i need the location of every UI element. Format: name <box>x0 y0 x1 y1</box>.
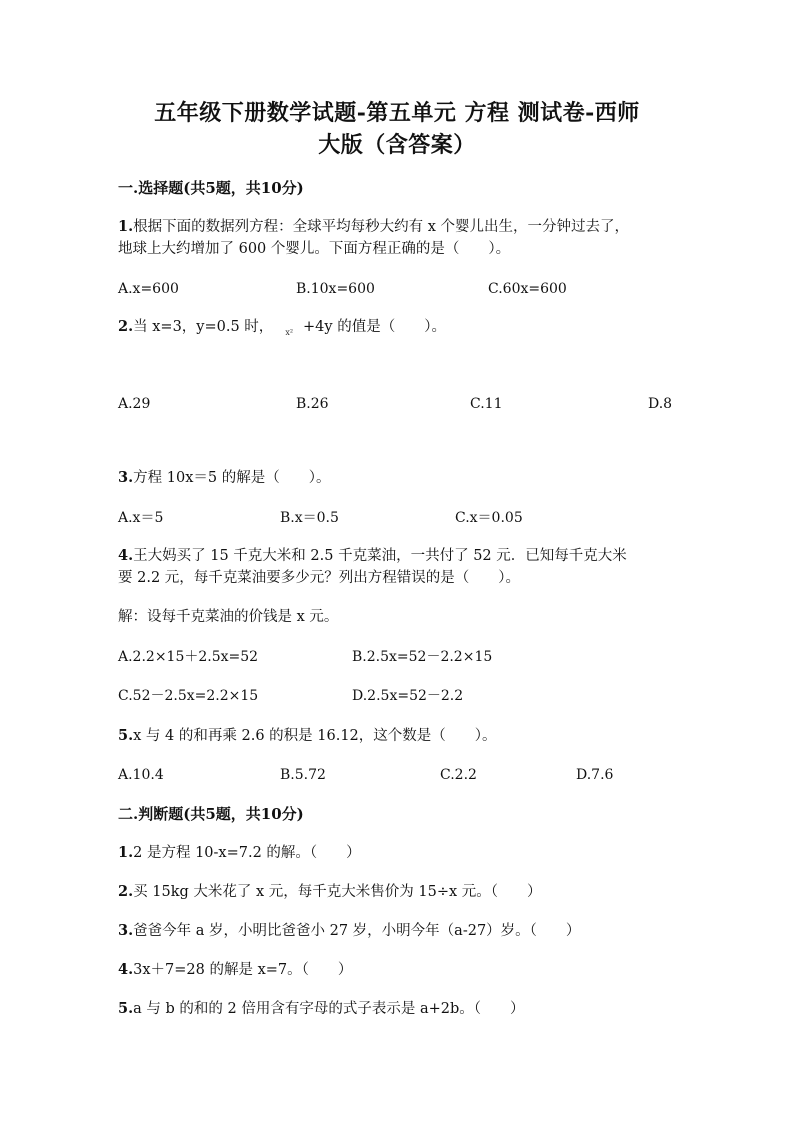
q5-option-c[interactable]: C.2.2 <box>440 767 477 783</box>
q4-option-a[interactable]: A.2.2×15＋2.5x=52 <box>118 649 259 665</box>
question-text: 方程 10x＝5 的解是（ ）。 <box>133 470 331 486</box>
question-1-line2: 地球上大约增加了 600 个婴儿。下面方程正确的是（ ）。 <box>118 241 511 257</box>
question-5 <box>118 725 497 747</box>
question-4-line1 <box>118 545 627 567</box>
q1-option-a[interactable]: A.x=600 <box>118 281 179 297</box>
question-number: 4. <box>118 961 134 978</box>
question-number: 3. <box>118 922 134 939</box>
judgement-item-3 <box>118 920 580 942</box>
question-number: 2. <box>118 883 134 900</box>
page-title-line2: 大版（含答案） <box>318 132 476 158</box>
q2-option-b[interactable]: B.26 <box>296 396 329 412</box>
q1-option-b[interactable]: B.10x=600 <box>296 281 375 297</box>
question-number: 5. <box>118 1000 134 1017</box>
question-text: 2 是方程 10-x=7.2 的解。（ ） <box>133 845 361 861</box>
q5-option-a[interactable]: A.10.4 <box>118 767 164 783</box>
q5-option-d[interactable]: D.7.6 <box>576 767 614 783</box>
q2-option-d[interactable]: D.8 <box>648 396 673 412</box>
judgement-item-2 <box>118 881 542 903</box>
q4-option-c[interactable]: C.52－2.5x=2.2×15 <box>118 688 259 704</box>
section-heading-choice: 一.选择题(共5题，共10分) <box>118 179 304 197</box>
q3-option-c[interactable]: C.x＝0.05 <box>455 510 523 526</box>
q5-option-b[interactable]: B.5.72 <box>280 767 326 783</box>
question-text: 王大妈买了 15 千克大米和 2.5 千克菜油，一共付了 52 元．已知每千克大米 <box>133 548 627 564</box>
question-number: 3. <box>118 469 134 486</box>
question-text: x 与 4 的和再乘 2.6 的积是 16.12，这个数是（ ）。 <box>133 728 497 744</box>
question-1-line1 <box>118 216 629 238</box>
question-2 <box>118 316 446 344</box>
page-title-line1: 五年级下册数学试题-第五单元 方程 测试卷-西师 <box>154 100 640 126</box>
question-number: 4. <box>118 547 134 564</box>
judgement-item-4 <box>118 959 352 981</box>
question-text: 根据下面的数据列方程：全球平均每秒大约有 x 个婴儿出生，一分钟过去了， <box>133 219 630 235</box>
q4-option-b[interactable]: B.2.5x=52－2.2×15 <box>352 649 493 665</box>
question-text: a 与 b 的和的 2 倍用含有字母的式子表示是 a+2b。（ ） <box>133 1001 525 1017</box>
question-number: 5. <box>118 727 134 744</box>
question-text: 买 15kg 大米花了 x 元，每千克大米售价为 15÷x 元。（ ） <box>133 884 542 900</box>
judgement-item-1 <box>118 842 361 864</box>
question-number: 2. <box>118 318 134 335</box>
q1-option-c[interactable]: C.60x=600 <box>488 281 567 297</box>
q3-option-a[interactable]: A.x＝5 <box>118 510 164 526</box>
q4-option-d[interactable]: D.2.5x=52－2.2 <box>352 688 464 704</box>
question-text: 3x＋7=28 的解是 x=7。（ ） <box>133 962 353 978</box>
q3-option-b[interactable]: B.x＝0.5 <box>280 510 339 526</box>
question-text: 爸爸今年 a 岁，小明比爸爸小 27 岁，小明今年（a-27）岁。（ ） <box>133 923 581 939</box>
q2-option-a[interactable]: A.29 <box>118 396 151 412</box>
formula-image-x-squared: x² <box>285 328 294 337</box>
question-4-solution: 解：设每千克菜油的价钱是 x 元。 <box>118 609 339 625</box>
judgement-item-5 <box>118 998 525 1020</box>
question-number: 1. <box>118 844 134 861</box>
section-heading-judgement: 二.判断题(共5题，共10分) <box>118 805 304 823</box>
q2-option-c[interactable]: C.11 <box>470 396 503 412</box>
question-3 <box>118 467 330 489</box>
question-number: 1. <box>118 218 134 235</box>
question-4-line2: 要 2.2 元，每千克菜油要多少元？列出方程错误的是（ ）。 <box>118 570 521 586</box>
question-text-before: 当 x=3，y=0.5 时， <box>133 319 274 335</box>
question-text-after: +4y 的值是（ ）。 <box>303 319 446 335</box>
